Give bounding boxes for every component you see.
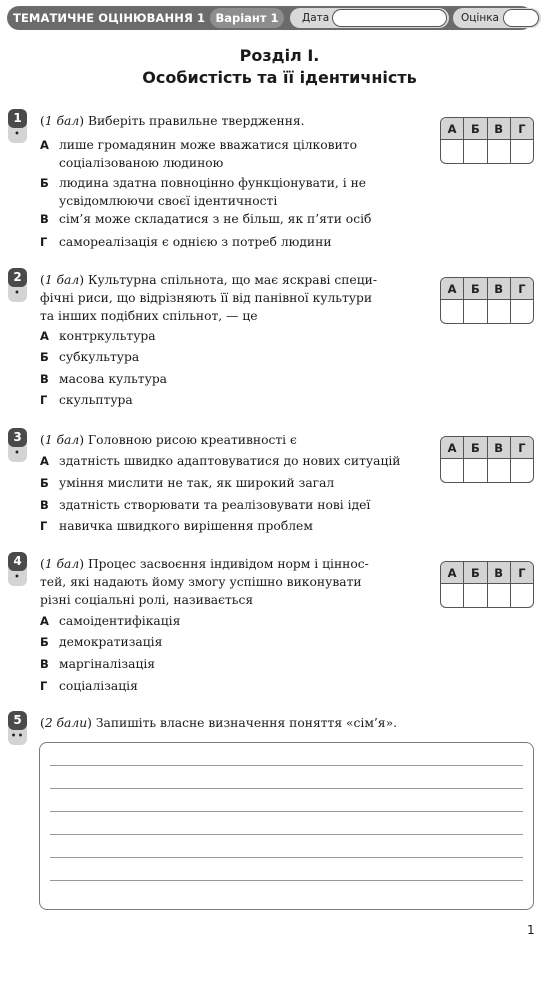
option-text-line: соціалізованою людиною [59, 156, 224, 170]
answer-grid-letter: А [441, 118, 463, 140]
option-text-line: демократизація [59, 635, 163, 649]
answer-grid-letter: В [488, 118, 510, 140]
question-text: (1 бал) Культурна спільнота, що має яскраві специ- фічні риси, що відрізняють її від панівної культури та інших подібних спільнот, — це [40, 273, 377, 323]
option-text [59, 496, 370, 514]
question-text-line: фічні риси, що відрізняють її від панівної культури [40, 291, 373, 305]
option-text [59, 474, 334, 492]
answer-grid-cell[interactable] [464, 140, 486, 163]
question-points: 1 бал [44, 273, 80, 287]
option-text-line: навичка швидкого вирішення проблем [59, 519, 313, 533]
option-text-line: уміння мислити не так, як широкий загал [59, 476, 335, 490]
section-title [0, 45, 559, 89]
option-text [59, 370, 167, 388]
answer-grid-letter: Г [511, 118, 533, 140]
question-badge [8, 428, 27, 462]
option-letter: А [40, 614, 49, 628]
answer-grid-cell[interactable] [511, 300, 533, 323]
option-letter: В [40, 498, 49, 512]
answer-grid-cell[interactable] [488, 140, 510, 163]
option-letter: Б [40, 176, 49, 190]
points-dots: • [14, 448, 21, 459]
question-badge [8, 552, 27, 586]
date-label: Дата [302, 12, 330, 24]
option-text-line: масова культура [59, 372, 168, 386]
question-text-line: Головною рисою креативності є [87, 433, 297, 447]
points-dots: • [14, 572, 21, 583]
points-dots: • [14, 288, 21, 299]
answer-grid-column [441, 118, 464, 163]
question-text-line: та інших подібних спільнот, — це [40, 309, 258, 323]
answer-grid-letter: А [441, 437, 463, 459]
option-letter: А [40, 138, 49, 152]
answer-grid-letter: Б [464, 437, 486, 459]
question-text-line: Культурна спільнота, що має яскраві специ- [87, 273, 377, 287]
answer-option [40, 348, 139, 366]
answer-grid-cell[interactable] [464, 459, 486, 482]
question-badge [8, 109, 27, 143]
option-text-line: соціалізація [59, 679, 138, 693]
answer-grid-letter: В [488, 437, 510, 459]
question-badge [8, 268, 27, 302]
answer-grid-column [511, 437, 533, 482]
answer-option [40, 677, 138, 695]
answer-option [40, 612, 180, 630]
answer-grid-letter: В [488, 562, 510, 584]
question-number: 1 [8, 109, 27, 128]
answer-grid-cell[interactable] [488, 459, 510, 482]
answer-grid-column [488, 562, 511, 607]
answer-grid [440, 561, 534, 608]
answer-grid-column [464, 118, 487, 163]
answer-grid-letter: Г [511, 278, 533, 300]
date-field[interactable] [332, 9, 447, 27]
answer-grid-cell[interactable] [511, 584, 533, 607]
option-letter: А [40, 454, 49, 468]
question-badge [8, 711, 27, 745]
option-text-line: усвідомлюючи своєї ідентичності [59, 194, 278, 208]
answer-option [40, 452, 401, 470]
answer-grid-column [441, 278, 464, 323]
answer-grid-letter: А [441, 278, 463, 300]
option-letter: Б [40, 476, 49, 490]
option-text [59, 210, 371, 228]
question-number: 4 [8, 552, 27, 571]
answer-grid-cell[interactable] [488, 300, 510, 323]
option-letter: Б [40, 350, 49, 364]
option-text-line: субкультура [59, 350, 140, 364]
answer-option [40, 233, 332, 251]
option-text-line: маргіналізація [59, 657, 156, 671]
answer-option [40, 496, 370, 514]
answer-option [40, 655, 155, 673]
writing-line [50, 811, 523, 812]
option-text [59, 517, 313, 535]
question-points: 1 бал [44, 114, 80, 128]
question-number: 5 [8, 711, 27, 730]
option-letter: Г [40, 679, 48, 693]
option-text [59, 612, 180, 630]
answer-grid-column [488, 118, 511, 163]
option-text [59, 348, 139, 366]
answer-grid [440, 277, 534, 324]
answer-grid-column [488, 278, 511, 323]
option-letter: Г [40, 235, 48, 249]
question-text: (2 бали) Запишіть власне визначення поняття «сім’я». [40, 716, 398, 730]
answer-grid [440, 117, 534, 164]
option-text-line: здатність швидко адаптовуватися до нових ситуацій [59, 454, 401, 468]
points-dots: •• [10, 731, 25, 742]
answer-grid-column [511, 278, 533, 323]
option-text-line: сім’я може складатися з не більш, як п’яти осіб [59, 212, 372, 226]
question-text: (1 бал) Процес засвоєння індивідом норм і ціннос- тей, які надають йому змогу успішно виконувати різні соціальні ролі, називається [40, 557, 369, 607]
option-text [59, 136, 357, 172]
answer-grid-letter: В [488, 278, 510, 300]
header-bar [7, 6, 533, 30]
answer-grid [440, 436, 534, 483]
option-text [59, 452, 401, 470]
grade-group [453, 8, 541, 28]
question-text-line: тей, які надають йому змогу успішно виконувати [40, 575, 362, 589]
question-points: 1 бал [44, 557, 80, 571]
answer-grid-column [441, 437, 464, 482]
answer-grid-letter: Б [464, 278, 486, 300]
question-number: 2 [8, 268, 27, 287]
writing-line [50, 857, 523, 858]
question-points: 2 бали [44, 716, 88, 730]
option-letter: В [40, 657, 49, 671]
option-text-line: самореалізація є однією з потреб людини [59, 235, 332, 249]
option-text [59, 233, 332, 251]
option-text [59, 655, 155, 673]
answer-grid-column [511, 562, 533, 607]
points-dots: • [14, 129, 21, 140]
answer-option [40, 517, 313, 535]
answer-grid-cell[interactable] [511, 459, 533, 482]
question-text-line: Запишіть власне визначення поняття «сім’я». [95, 716, 398, 730]
answer-option [40, 327, 156, 345]
answer-option [40, 391, 133, 409]
answer-option [40, 136, 357, 172]
option-text [59, 327, 156, 345]
answer-grid-column [464, 278, 487, 323]
question-text: (1 бал) Виберіть правильне твердження. [40, 114, 305, 128]
answer-option [40, 370, 167, 388]
option-text-line: людина здатна повноцінно функціонувати, і не [59, 176, 367, 190]
question-number: 3 [8, 428, 27, 447]
option-letter: Б [40, 635, 49, 649]
option-text-line: лише громадянин може вважатися цілковито [59, 138, 357, 152]
answer-grid-column [464, 437, 487, 482]
option-letter: В [40, 212, 49, 226]
grade-field[interactable] [503, 9, 539, 27]
answer-grid-cell[interactable] [441, 300, 463, 323]
section-title-line2: Особистість та її ідентичність [142, 68, 417, 87]
question-text: (1 бал) Головною рисою креативності є [40, 433, 297, 447]
grade-label: Оцінка [461, 12, 499, 24]
option-letter: Г [40, 519, 48, 533]
answer-grid-column [441, 562, 464, 607]
answer-grid-cell[interactable] [441, 584, 463, 607]
answer-grid-letter: Г [511, 437, 533, 459]
option-letter: Г [40, 393, 48, 407]
answer-grid-letter: Б [464, 118, 486, 140]
answer-grid-cell[interactable] [464, 300, 486, 323]
variant-badge: Варіант 1 [210, 8, 284, 28]
answer-grid-cell[interactable] [511, 140, 533, 163]
section-title-line1: Розділ I. [239, 46, 320, 65]
answer-grid-column [464, 562, 487, 607]
answer-option [40, 210, 371, 228]
option-text [59, 633, 162, 651]
option-letter: В [40, 372, 49, 386]
answer-grid-column [488, 437, 511, 482]
answer-grid-letter: А [441, 562, 463, 584]
answer-grid-letter: Г [511, 562, 533, 584]
option-text [59, 391, 133, 409]
option-text-line: контркультура [59, 329, 156, 343]
writing-line [50, 880, 523, 881]
question-text-line: різні соціальні ролі, називається [40, 593, 254, 607]
page-number: 1 [527, 923, 535, 937]
answer-option [40, 633, 162, 651]
writing-line [50, 834, 523, 835]
writing-line [50, 765, 523, 766]
question-text-line: Процес засвоєння індивідом норм і ціннос- [87, 557, 369, 571]
answer-grid-cell[interactable] [464, 584, 486, 607]
option-text [59, 174, 366, 210]
option-text-line: скульптура [59, 393, 133, 407]
option-text-line: самоідентифікація [59, 614, 181, 628]
answer-grid-cell[interactable] [488, 584, 510, 607]
option-letter: А [40, 329, 49, 343]
answer-writing-box[interactable] [39, 742, 534, 910]
answer-grid-column [511, 118, 533, 163]
answer-option [40, 474, 334, 492]
answer-grid-cell[interactable] [441, 459, 463, 482]
writing-line [50, 788, 523, 789]
answer-grid-cell[interactable] [441, 140, 463, 163]
option-text [59, 677, 138, 695]
option-text-line: здатність створювати та реалізовувати нові ідеї [59, 498, 371, 512]
date-group [290, 8, 449, 28]
answer-option [40, 174, 366, 210]
answer-grid-letter: Б [464, 562, 486, 584]
question-text-line: Виберіть правильне твердження. [87, 114, 305, 128]
assessment-title: ТЕМАТИЧНЕ ОЦІНЮВАННЯ 1 [13, 11, 206, 25]
question-points: 1 бал [44, 433, 80, 447]
